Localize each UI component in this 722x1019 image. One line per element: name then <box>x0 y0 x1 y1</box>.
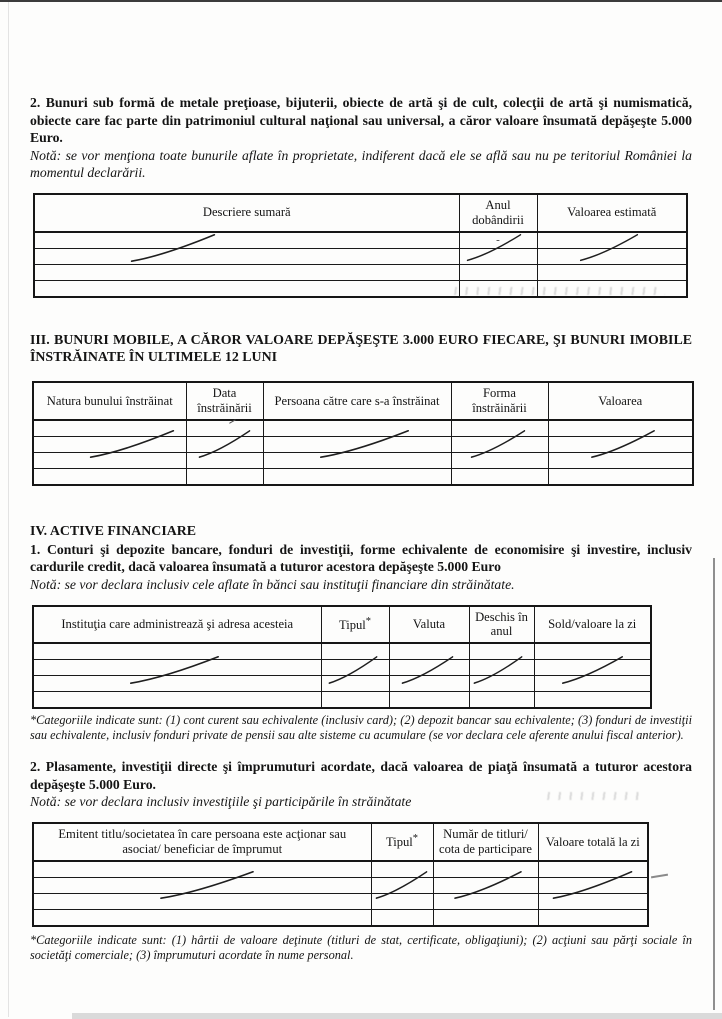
section4-heading: IV. ACTIVE FINANCIARE <box>30 524 197 539</box>
col-header-tipul: Tipul* <box>371 823 433 861</box>
scan-edge-right <box>713 558 715 1010</box>
table-conturi-depozite <box>32 605 650 710</box>
table-row <box>34 232 687 249</box>
table-bunuri-instrainate <box>32 381 692 486</box>
col-header-numar-titluri: Număr de titluri/ cota de participare <box>433 823 538 861</box>
col-header-data-instrainarii: Data înstrăinării <box>186 382 263 420</box>
col-header-valoarea: Valoarea <box>548 382 693 420</box>
col-header-sold: Sold/valoare la zi <box>534 606 651 644</box>
asterisk-icon: * <box>412 833 419 845</box>
scan-edge-top <box>0 0 722 2</box>
section4-sub1-note: Notă: se vor declara inclusiv cele aflate în bănci sau instituţii financiare din străinătate. <box>30 576 515 592</box>
col-header-deschis-in-anul: Deschis în anul <box>469 606 534 644</box>
table-row <box>33 676 651 692</box>
table-row <box>34 248 687 264</box>
table-row <box>33 861 648 878</box>
table-row <box>33 692 651 709</box>
col-header-emitent: Emitent titlu/societatea în care persoana este acţionar sau asociat/ beneficiar de împrumut <box>33 823 371 861</box>
col-header-persoana: Persoana către care s-a înstrăinat <box>263 382 451 420</box>
pen-dash-mark: - <box>459 232 537 249</box>
col-header-valoarea-estimata: Valoarea estimată <box>537 194 687 232</box>
col-header-descriere-sumara: Descriere sumară <box>34 194 459 232</box>
section4-sub1-footnote: *Categoriile indicate sunt: (1) cont curent sau echivalente (inclusiv card); (2) depozit bancar sau echivalente; (3) fonduri de investiţii sau echivalente, inclusiv fonduri private de pensii sau alte sisteme cu acumulare (se vor declara cele aferente anului fiscal anterior). <box>30 713 692 743</box>
col-header-institutia: Instituţia care administrează şi adresa acesteia <box>33 606 321 644</box>
col-header-anul-dobandirii: Anul dobândirii <box>459 194 537 232</box>
col-header-forma-instrainarii: Forma înstrăinării <box>451 382 548 420</box>
col-header-natura-bunului: Natura bunului înstrăinat <box>33 382 186 420</box>
table-row <box>33 643 651 660</box>
scan-edge-left <box>8 2 9 1017</box>
page-body <box>30 88 692 963</box>
scan-edge-bottom <box>72 1013 722 1019</box>
asterisk-icon: * <box>365 615 372 627</box>
table-row <box>33 420 693 437</box>
col-header-valuta: Valuta <box>389 606 469 644</box>
table-row <box>34 264 687 280</box>
table-bunuri-pretioase <box>33 193 686 298</box>
section4-sub1-heading: 1. Conturi şi depozite bancare, fonduri de investiţii, forme echivalente de economisire şi investire, inclusiv cardurile credit, dacă valoarea însumată a tuturor acestora depăşeşte 5.000 Euro <box>30 541 692 575</box>
col-header-valoare-totala: Valoare totală la zi <box>538 823 648 861</box>
table-row <box>34 280 687 297</box>
section4-sub2-note: Notă: se vor declara inclusiv investiţiile şi participările în străinătate <box>30 794 412 810</box>
table-plasamente <box>32 822 647 927</box>
table-row <box>33 453 693 469</box>
table-row <box>33 877 648 893</box>
section4-sub2-heading: 2. Plasamente, investiţii directe şi împrumuturi acordate, dacă valoarea de piaţă însumată a tuturor acestora depăşeşte 5.000 Euro. <box>30 759 692 792</box>
table-row <box>33 469 693 486</box>
table-row <box>33 893 648 909</box>
section2-note: Notă: se vor menţiona toate bunurile aflate în proprietate, indiferent dacă ele se află sau nu pe teritoriul României la momentul declarării. <box>30 147 692 181</box>
section2-heading: 2. Bunuri sub formă de metale preţioase, bijuterii, obiecte de artă şi de cult, colecţii de artă şi numismatică, obiecte care fac parte din patrimoniul cultural naţional sau universal, a căror valoare însumată depăşeşte 5.000 Euro. <box>30 95 692 146</box>
table-row <box>33 660 651 676</box>
table-row <box>33 909 648 926</box>
section4-sub2-footnote: *Categoriile indicate sunt: (1) hârtii de valoare deţinute (titluri de stat, certificate, obligaţiuni); (2) acţiuni sau părţi sociale în societăţi comerciale; (3) împrumuturi acordate în nume personal. <box>30 932 692 962</box>
table-row <box>33 437 693 453</box>
col-header-tipul: Tipul* <box>321 606 389 644</box>
section3-heading: III. BUNURI MOBILE, A CĂROR VALOARE DEPĂŞEŞTE 3.000 EURO FIECARE, ŞI BUNURI IMOBILE ÎNSTRĂINATE ÎN ULTIMELE 12 LUNI <box>30 332 692 366</box>
